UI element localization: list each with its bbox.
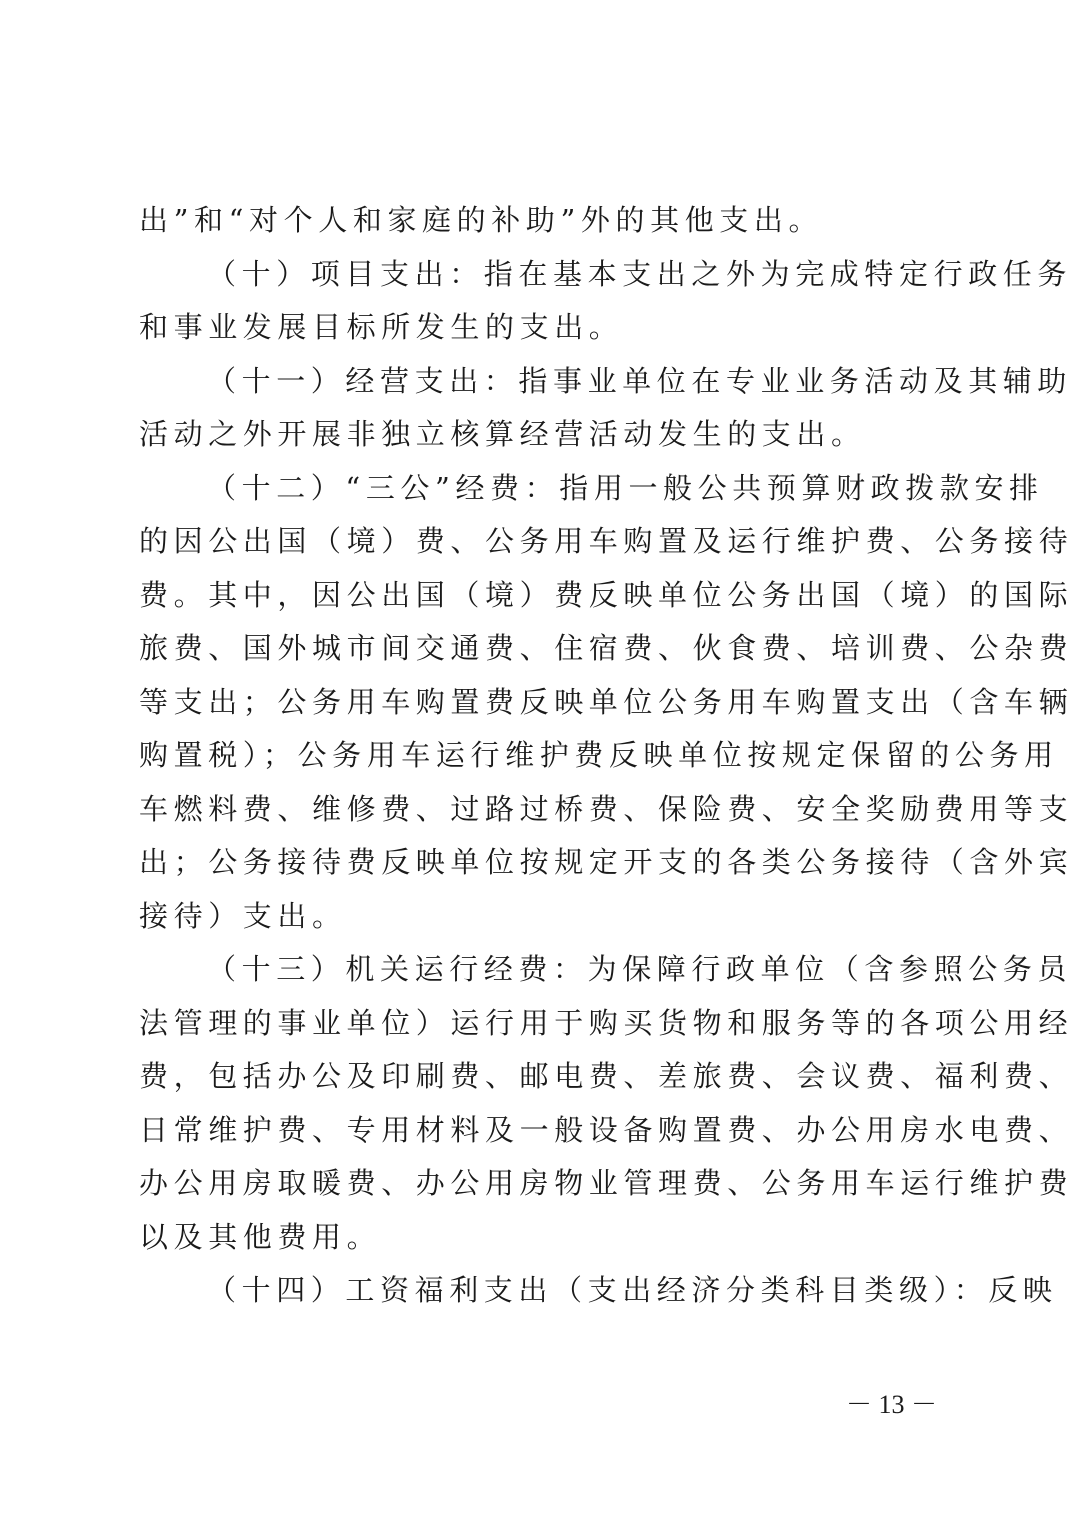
text-line: （十一）经营支出：指事业单位在专业业务活动及其辅助 — [207, 363, 1073, 398]
text-line: （十二）“三公”经费：指用一般公共预算财政拨款安排 — [207, 470, 1044, 505]
text-line: 费。其中，因公出国（境）费反映单位公务出国（境）的国际 — [139, 577, 1074, 612]
text-line: 活动之外开展非独立核算经营活动发生的支出。 — [139, 417, 866, 451]
text-line: 旅费、国外城市间交通费、住宿费、伙食费、培训费、公杂费 — [139, 631, 1074, 665]
text-line: 和事业发展目标所发生的支出。 — [139, 310, 624, 344]
text-line: 的因公出国（境）费、公务用车购置及运行维护费、公务接待 — [139, 524, 1074, 558]
text-line: 购置税）；公务用车运行维护费反映单位按规定保留的公务用 — [139, 738, 1059, 772]
page-number: － 13 － — [845, 1390, 937, 1419]
text-line: 出；公务接待费反映单位按规定开支的各类公务接待（含外宾 — [139, 845, 1074, 879]
text-line: 以及其他费用。 — [139, 1219, 382, 1254]
text-line: 车燃料费、维修费、过路过桥费、保险费、安全奖励费用等支 — [139, 791, 1074, 826]
text-line: （十）项目支出：指在基本支出之外为完成特定行政任务 — [207, 256, 1073, 291]
text-line: 费，包括办公及印刷费、邮电费、差旅费、会议费、福利费、 — [139, 1059, 1074, 1093]
text-line: 等支出；公务用车购置费反映单位公务用车购置支出（含车辆 — [139, 684, 1074, 719]
text-line: 法管理的事业单位）运行用于购买货物和服务等的各项公用经 — [139, 1005, 1074, 1040]
text-line: 日常维护费、专用材料及一般设备购置费、办公用房水电费、 — [139, 1112, 1074, 1147]
text-line: 办公用房取暖费、办公用房物业管理费、公务用车运行维护费 — [139, 1166, 1074, 1200]
text-line: 接待）支出。 — [139, 898, 347, 933]
text-line: （十四）工资福利支出（支出经济分类科目类级）：反映 — [207, 1273, 1058, 1307]
text-line: （十三）机关运行经费：为保障行政单位（含参照公务员 — [207, 952, 1073, 986]
body-text — [139, 194, 1074, 1318]
text-line: 出”和“对个人和家庭的补助”外的其他支出。 — [139, 203, 824, 237]
